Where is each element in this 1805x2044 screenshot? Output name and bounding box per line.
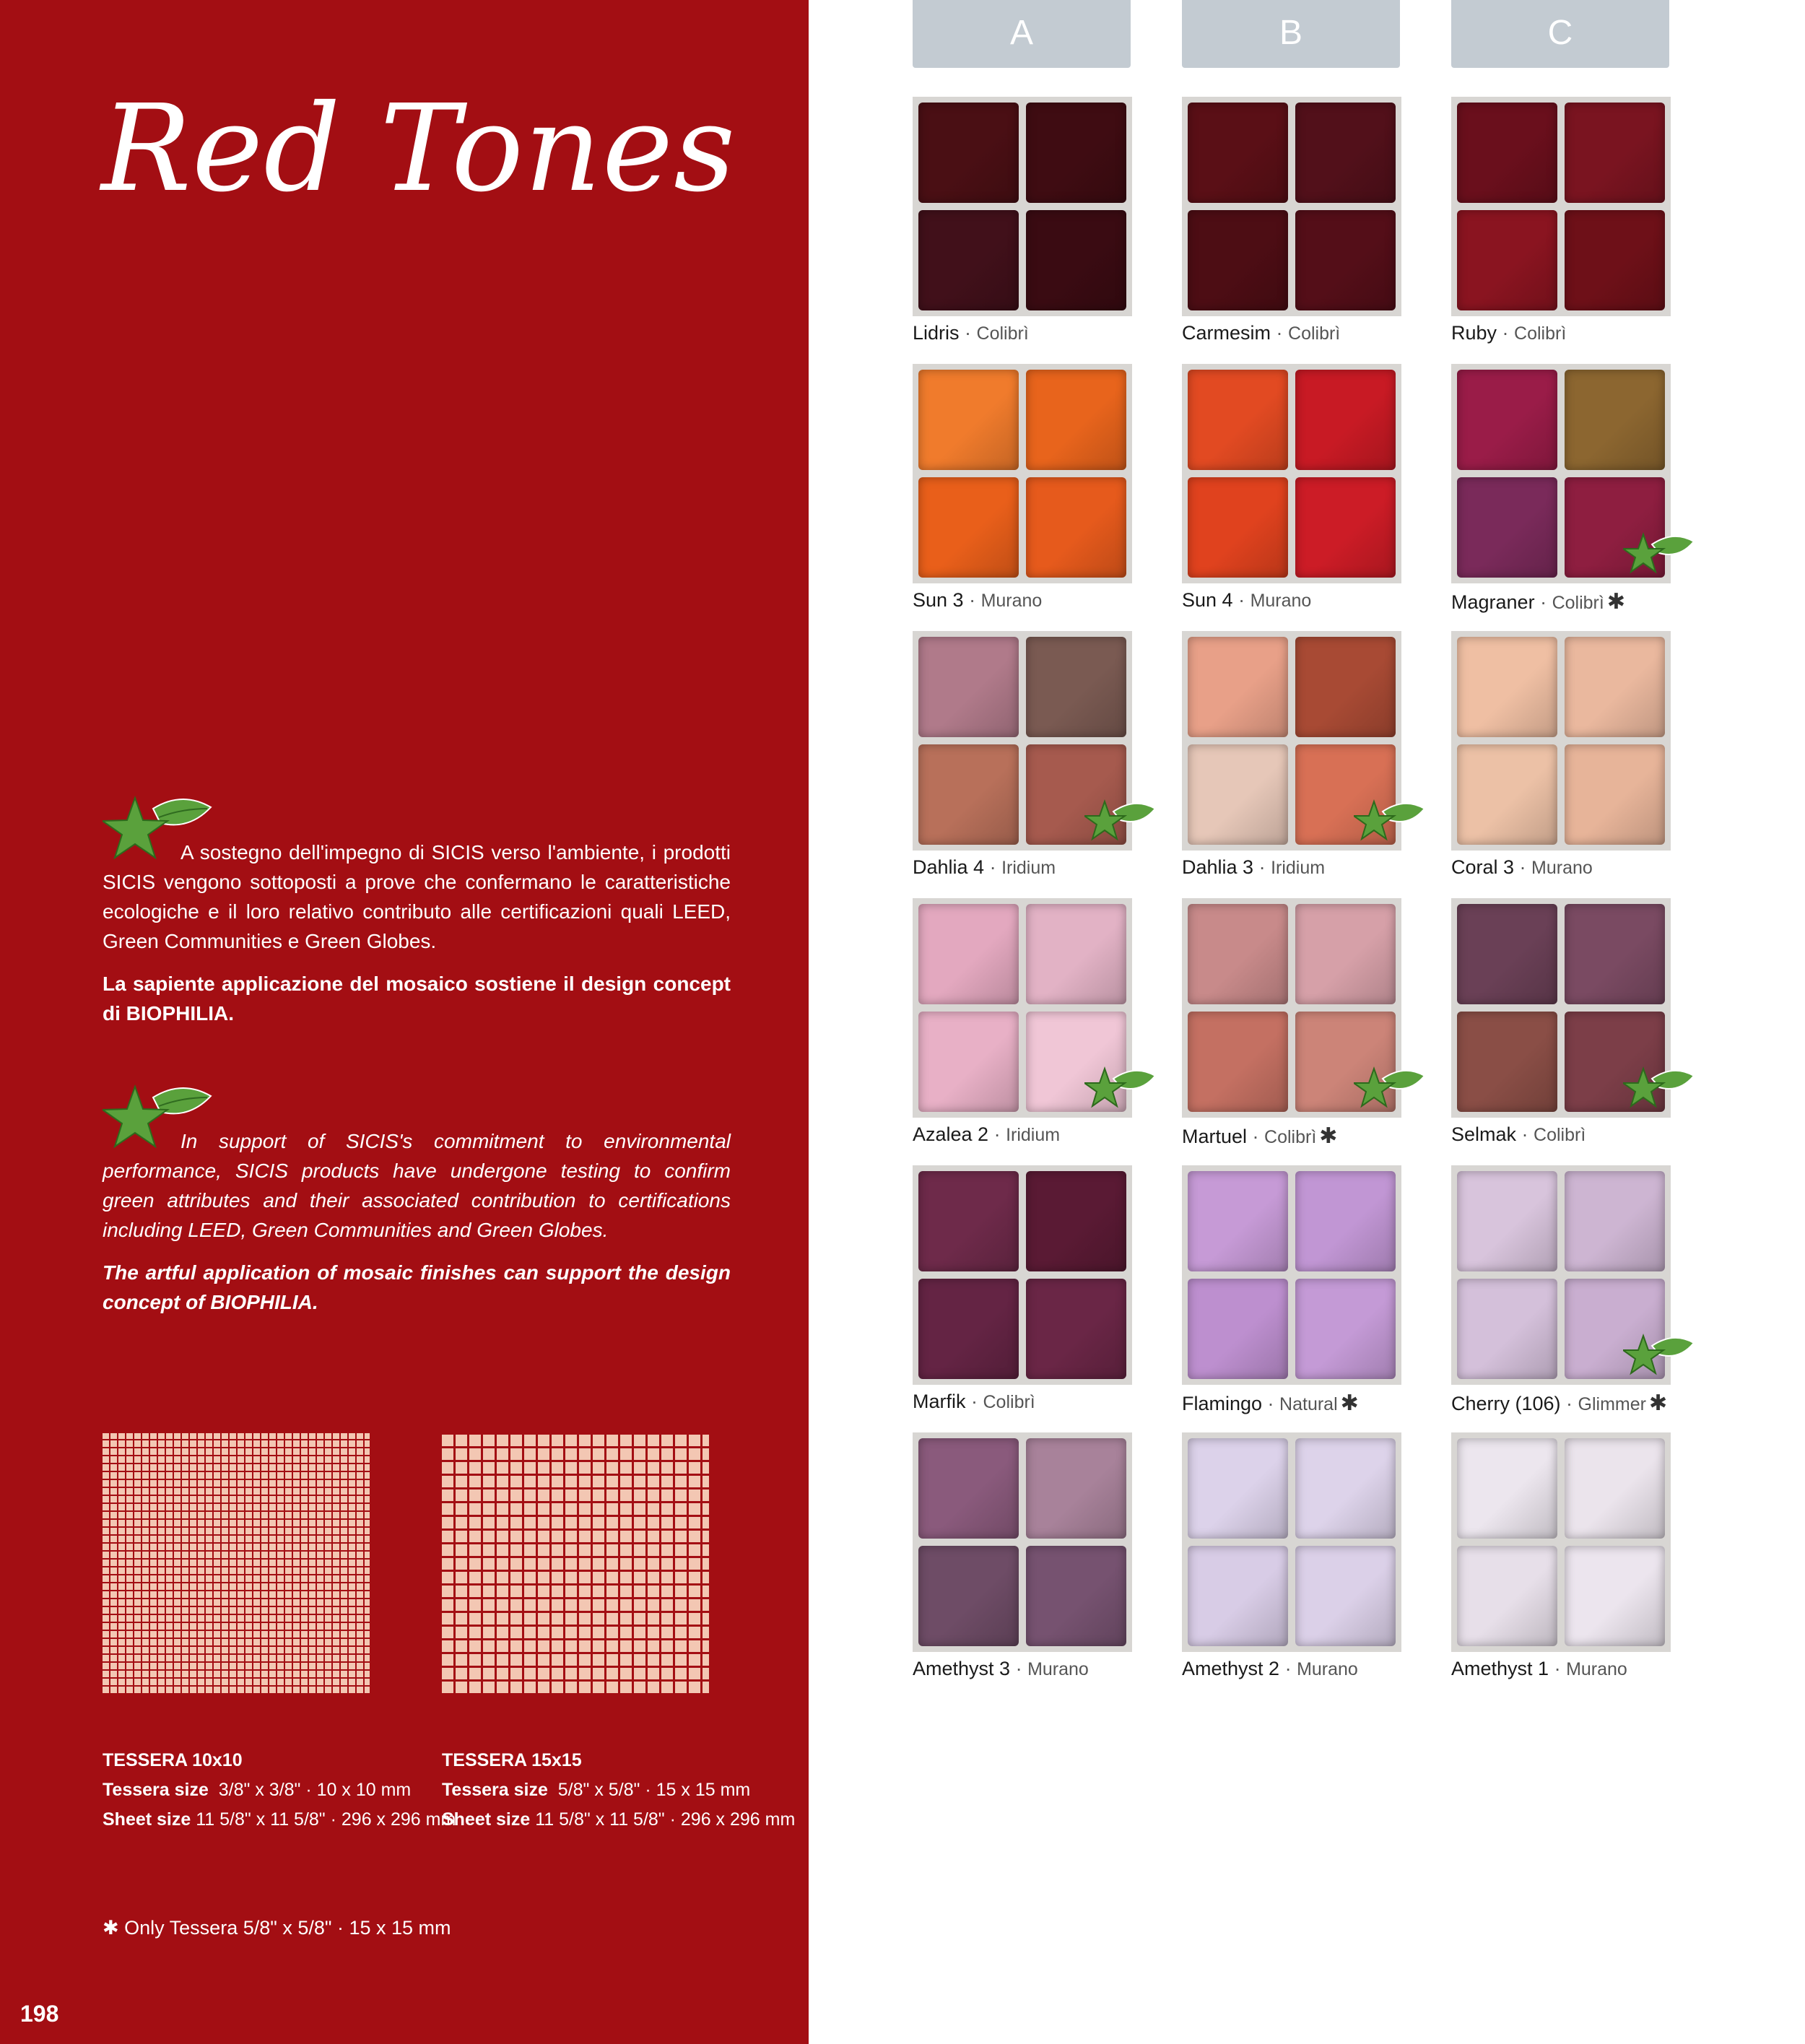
- eco-statement-italian-text: A sostegno dell'impegno di SICIS verso l'ambiente, i prodotti SICIS vengono sottoposti a prove che confermano le caratteristiche ecologiche e il loro relativo contributo alle certificazioni quali LEED, Green Communities e Green Globes.: [103, 841, 731, 952]
- sheet-grid-10x10: [103, 1433, 370, 1693]
- tile-swatch: [1451, 97, 1671, 316]
- tile-piece: [1565, 744, 1665, 845]
- tile-piece: [1457, 1171, 1557, 1271]
- tile-label: [1182, 856, 1325, 879]
- separator-dot: ·: [1271, 322, 1289, 344]
- tile-swatch: [1182, 1165, 1401, 1385]
- spec-label: Tessera size: [442, 1780, 548, 1800]
- eco-leaf-star-icon: [1623, 1331, 1695, 1378]
- tile-piece: [918, 103, 1019, 203]
- footnote: [103, 1917, 451, 1939]
- tile-piece: [1026, 1438, 1126, 1539]
- tile-piece: [918, 477, 1019, 578]
- tile-piece: [918, 370, 1019, 470]
- tile-piece: [1026, 637, 1126, 737]
- tile-label: [913, 856, 1056, 879]
- tile-swatch: [913, 364, 1132, 583]
- tile-label: [1182, 1391, 1359, 1416]
- tile-name: Selmak: [1451, 1123, 1517, 1145]
- spec-sheet-line: [103, 1805, 456, 1835]
- tile-piece: [1295, 103, 1396, 203]
- tile-name: Carmesim: [1182, 322, 1271, 344]
- tile-label: [1451, 1391, 1667, 1416]
- tile-piece: [1026, 103, 1126, 203]
- tile-swatch: [1451, 1432, 1671, 1652]
- spec-tessera-line: [103, 1775, 412, 1805]
- tile-piece: [1565, 210, 1665, 310]
- tile-piece: [1026, 370, 1126, 470]
- tile-name: Martuel: [1182, 1126, 1248, 1147]
- tile-label: [913, 1123, 1060, 1146]
- separator-dot: ·: [1232, 589, 1251, 611]
- tile-name: Amethyst 1: [1451, 1658, 1549, 1679]
- separator-dot: ·: [988, 1123, 1006, 1145]
- spec-value: 3/8" x 3/8" · 10 x 10 mm: [218, 1780, 412, 1800]
- asterisk-icon: ✱: [1606, 590, 1625, 614]
- tile-series: Murano: [980, 591, 1043, 611]
- separator-dot: ·: [1516, 1123, 1534, 1145]
- spec-tessera-10x10: [103, 1746, 456, 1835]
- spec-sheet-line: [442, 1805, 796, 1835]
- tile-piece: [918, 1012, 1019, 1112]
- tile-series: Colibrì: [1552, 593, 1604, 613]
- page-number: 198: [20, 2001, 59, 2027]
- separator-dot: ·: [1497, 322, 1515, 344]
- tile-name: Marfik: [913, 1391, 966, 1412]
- tile-series: Natural: [1279, 1394, 1338, 1414]
- tile-piece: [918, 1438, 1019, 1539]
- tile-swatch: [913, 1432, 1132, 1652]
- tile-piece: [1457, 637, 1557, 737]
- tile-series: Iridium: [1271, 858, 1326, 878]
- tile-piece: [1565, 1546, 1665, 1646]
- tile-name: Sun 3: [913, 589, 964, 611]
- tile-label: [913, 1658, 1089, 1680]
- tile-series: Iridium: [1001, 858, 1056, 878]
- tile-piece: [1188, 904, 1288, 1004]
- tile-piece: [1026, 477, 1126, 578]
- spec-label: Tessera size: [103, 1780, 209, 1800]
- tile-piece: [1295, 210, 1396, 310]
- tile-name: Dahlia 3: [1182, 856, 1254, 878]
- tile-name: Amethyst 3: [913, 1658, 1011, 1679]
- column-header-c: C: [1451, 0, 1669, 68]
- asterisk-icon: ✱: [1319, 1124, 1338, 1148]
- tile-piece: [1565, 103, 1665, 203]
- tile-name: Cherry (106): [1451, 1393, 1561, 1414]
- separator-dot: ·: [1534, 591, 1552, 613]
- tile-label: [1451, 1123, 1586, 1146]
- tile-label: [1451, 322, 1566, 344]
- tile-piece: [1026, 1546, 1126, 1646]
- tile-series: Colibrì: [1288, 323, 1341, 344]
- tile-piece: [1188, 1012, 1288, 1112]
- separator-dot: ·: [1247, 1126, 1265, 1147]
- tile-piece: [1188, 744, 1288, 845]
- spec-value: 5/8" x 5/8" · 15 x 15 mm: [557, 1780, 751, 1800]
- column-header-b: B: [1182, 0, 1400, 68]
- separator-dot: ·: [1560, 1393, 1578, 1414]
- eco-leaf-star-icon: [1084, 797, 1157, 843]
- tile-piece: [1457, 370, 1557, 470]
- tile-series: Murano: [1027, 1659, 1089, 1679]
- tile-piece: [1188, 103, 1288, 203]
- tile-series: Colibrì: [1534, 1125, 1586, 1145]
- tile-piece: [1457, 1546, 1557, 1646]
- tile-piece: [918, 904, 1019, 1004]
- tile-label: [1451, 856, 1593, 879]
- tile-series: Colibrì: [1264, 1127, 1317, 1147]
- tile-piece: [1565, 904, 1665, 1004]
- tile-series: Murano: [1566, 1659, 1627, 1679]
- tile-swatch: [1182, 1432, 1401, 1652]
- eco-leaf-star-icon: [1354, 1064, 1426, 1110]
- tile-piece: [1295, 1546, 1396, 1646]
- tile-piece: [1565, 370, 1665, 470]
- tile-piece: [1026, 1279, 1126, 1379]
- tile-label: [1182, 1123, 1337, 1149]
- tile-swatch: [913, 97, 1132, 316]
- tile-piece: [1295, 370, 1396, 470]
- tile-piece: [1565, 1438, 1665, 1539]
- tile-name: Flamingo: [1182, 1393, 1263, 1414]
- tile-piece: [918, 1546, 1019, 1646]
- tile-piece: [1188, 477, 1288, 578]
- eco-statement-english-text: In support of SICIS's commitment to environmental performance, SICIS products have undergone testing to confirm green attributes and their associated contribution to certifications including LEED, Green Communities and Green Globes.: [103, 1130, 731, 1241]
- tile-name: Sun 4: [1182, 589, 1233, 611]
- tile-series: Murano: [1250, 591, 1312, 611]
- tile-piece: [1295, 477, 1396, 578]
- tile-swatch: [1182, 97, 1401, 316]
- separator-dot: ·: [959, 322, 977, 344]
- tile-name: Amethyst 2: [1182, 1658, 1280, 1679]
- tile-piece: [918, 637, 1019, 737]
- eco-statement-english: [103, 1126, 731, 1317]
- tile-name: Magraner: [1451, 591, 1535, 613]
- spec-tessera-15x15: [442, 1746, 796, 1835]
- tile-piece: [1026, 210, 1126, 310]
- sheet-grid-15x15: [442, 1433, 709, 1693]
- tile-label: [1182, 589, 1311, 612]
- asterisk-icon: ✱: [1648, 1391, 1668, 1415]
- tile-label: [913, 1391, 1035, 1413]
- tile-piece: [1457, 477, 1557, 578]
- asterisk-icon: ✱: [1340, 1391, 1359, 1415]
- eco-leaf-star-icon: [1354, 797, 1426, 843]
- separator-dot: ·: [965, 1391, 983, 1412]
- tile-piece: [1188, 210, 1288, 310]
- separator-dot: ·: [1253, 856, 1271, 878]
- tile-piece: [1295, 1279, 1396, 1379]
- separator-dot: ·: [1262, 1393, 1280, 1414]
- tile-piece: [1188, 1279, 1288, 1379]
- eco-leaf-star-icon: [1623, 1064, 1695, 1110]
- spec-value: 11 5/8" x 11 5/8" · 296 x 296 mm: [535, 1809, 796, 1830]
- separator-dot: ·: [984, 856, 1002, 878]
- tile-series: Murano: [1297, 1659, 1358, 1679]
- tile-piece: [1188, 370, 1288, 470]
- tile-piece: [1295, 1171, 1396, 1271]
- tile-piece: [1295, 904, 1396, 1004]
- tile-piece: [1188, 637, 1288, 737]
- page-title: Red Tones: [101, 79, 736, 219]
- spec-label: Sheet size: [103, 1809, 191, 1830]
- asterisk-icon: ✱: [103, 1917, 119, 1939]
- tile-piece: [1457, 744, 1557, 845]
- tile-piece: [1457, 1438, 1557, 1539]
- tile-swatch: [1182, 364, 1401, 583]
- tile-label: [1451, 1658, 1627, 1680]
- eco-leaf-star-icon: [1084, 1064, 1157, 1110]
- tile-piece: [1188, 1546, 1288, 1646]
- tile-name: Coral 3: [1451, 856, 1515, 878]
- tile-piece: [918, 744, 1019, 845]
- tile-piece: [918, 210, 1019, 310]
- tile-series: Colibrì: [983, 1392, 1035, 1412]
- tile-swatch: [913, 1165, 1132, 1385]
- eco-statement-italian: [103, 838, 731, 1028]
- separator-dot: ·: [963, 589, 981, 611]
- tile-piece: [1295, 637, 1396, 737]
- tile-label: [913, 589, 1042, 612]
- eco-statement-italian-biophilia: La sapiente applicazione del mosaico sostiene il design concept di BIOPHILIA.: [103, 973, 731, 1025]
- tile-piece: [1295, 1438, 1396, 1539]
- tile-piece: [1026, 904, 1126, 1004]
- tile-piece: [1565, 1171, 1665, 1271]
- tile-piece: [1457, 1279, 1557, 1379]
- tile-series: Iridium: [1006, 1125, 1061, 1145]
- tile-piece: [918, 1279, 1019, 1379]
- spec-heading: TESSERA 15x15: [442, 1750, 582, 1770]
- spec-heading: TESSERA 10x10: [103, 1750, 243, 1770]
- separator-dot: ·: [1279, 1658, 1297, 1679]
- tile-label: [1451, 589, 1625, 614]
- tile-label: [1182, 322, 1340, 344]
- tile-swatch: [1451, 631, 1671, 851]
- separator-dot: ·: [1514, 856, 1532, 878]
- tile-piece: [918, 1171, 1019, 1271]
- tile-piece: [1565, 637, 1665, 737]
- tile-piece: [1457, 1012, 1557, 1112]
- column-header-a: A: [913, 0, 1131, 68]
- tile-piece: [1457, 904, 1557, 1004]
- spec-value: 11 5/8" x 11 5/8" · 296 x 296 mm: [196, 1809, 456, 1830]
- tile-name: Ruby: [1451, 322, 1497, 344]
- tile-name: Azalea 2: [913, 1123, 989, 1145]
- eco-leaf-star-icon: [1623, 530, 1695, 576]
- tile-piece: [1457, 103, 1557, 203]
- tile-piece: [1026, 1171, 1126, 1271]
- tile-piece: [1188, 1438, 1288, 1539]
- tile-name: Dahlia 4: [913, 856, 985, 878]
- separator-dot: ·: [1010, 1658, 1028, 1679]
- tile-label: [913, 322, 1029, 344]
- footnote-text: Only Tessera 5/8" x 5/8" · 15 x 15 mm: [124, 1917, 451, 1939]
- separator-dot: ·: [1549, 1658, 1567, 1679]
- tile-series: Murano: [1531, 858, 1593, 878]
- tile-name: Lidris: [913, 322, 960, 344]
- tile-series: Colibrì: [976, 323, 1029, 344]
- eco-statement-english-biophilia: The artful application of mosaic finishes can support the design concept of BIOPHILIA.: [103, 1261, 731, 1313]
- tile-piece: [1457, 210, 1557, 310]
- tile-label: [1182, 1658, 1358, 1680]
- tile-series: Colibrì: [1514, 323, 1567, 344]
- spec-tessera-line: [442, 1775, 751, 1805]
- tile-piece: [1188, 1171, 1288, 1271]
- spec-label: Sheet size: [442, 1809, 531, 1830]
- tile-series: Glimmer: [1578, 1394, 1646, 1414]
